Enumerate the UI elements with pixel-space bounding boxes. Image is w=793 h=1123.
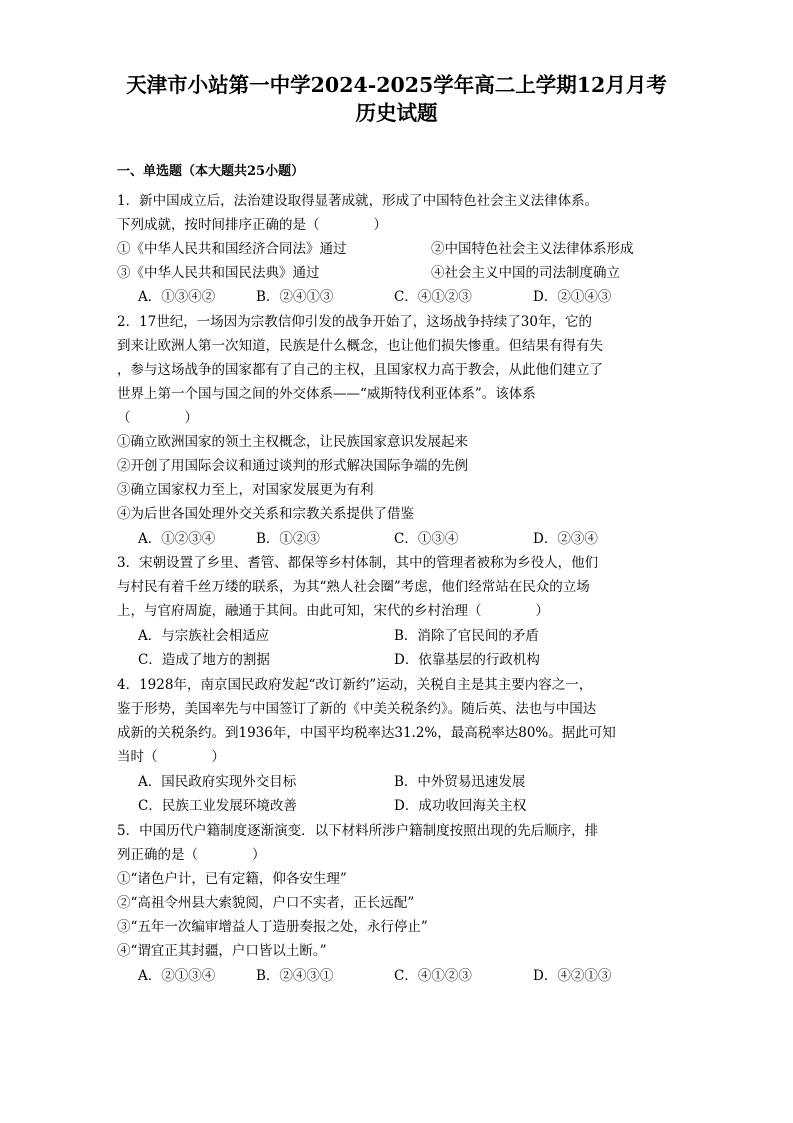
q1-item1: ①《中华人民共和国经济合同法》通过 bbox=[117, 241, 347, 257]
q3-option-d[interactable]: D．依靠基层的行政机构 bbox=[394, 652, 540, 668]
q4-stem-line1: 4．1928年，南京国民政府发起“改订新约”运动，关税自主是其主要内容之一， bbox=[117, 677, 593, 693]
q1-item3: ③《中华人民共和国民法典》通过 bbox=[117, 265, 320, 281]
q5-item2: ②“高祖令州县大索貌阅，户口不实者，正长远配” bbox=[117, 895, 415, 911]
exam-subject-title: 历史试题 bbox=[355, 101, 438, 125]
exam-title: 天津市小站第一中学2024-2025学年高二上学期12月月考 bbox=[126, 73, 667, 97]
q2-item2: ②开创了用国际会议和通过谈判的形式解决国际争端的先例 bbox=[117, 458, 468, 474]
q1-item4: ④社会主义中国的司法制度确立 bbox=[431, 265, 620, 281]
q1-items-row1 bbox=[117, 240, 634, 258]
section-heading: 一、单选题（本大题共25小题） bbox=[117, 164, 305, 179]
q1-option-d[interactable]: D．②①④③ bbox=[533, 289, 612, 305]
q1-option-b[interactable]: B．②④①③ bbox=[256, 289, 334, 305]
q2-stem-line2: 到来让欧洲人第一次知道，民族是什么概念，也让他们损失惨重。但结果有得有失 bbox=[117, 338, 603, 354]
q2-option-a[interactable]: A．①②③④ bbox=[138, 531, 216, 547]
q5-item4: ④“谓宜正其封疆，户口皆以土断。” bbox=[117, 943, 327, 959]
q1-items-row2 bbox=[117, 264, 620, 282]
q3-stem-line2: 与村民有着千丝万缕的联系，为其“熟人社会圈”考虑，他们经常站在民众的立场 bbox=[117, 579, 590, 595]
q2-item1: ①确立欧洲国家的领土主权概念，让民族国家意识发展起来 bbox=[117, 434, 468, 450]
q2-option-b[interactable]: B．①②③ bbox=[256, 531, 320, 547]
q2-stem-line3: ，参与这场战争的国家都有了自己的主权，且国家权力高于教会，从此他们建立了 bbox=[117, 362, 603, 378]
q3-option-c[interactable]: C．造成了地方的割据 bbox=[138, 652, 270, 668]
q5-option-d[interactable]: D．④②①③ bbox=[533, 968, 612, 984]
q2-option-c[interactable]: C．①③④ bbox=[394, 531, 459, 547]
q2-item4: ④为后世各国处理外交关系和宗教关系提供了借鉴 bbox=[117, 506, 414, 522]
q4-option-b[interactable]: B．中外贸易迅速发展 bbox=[394, 774, 526, 790]
q5-item1: ①“诸色户计，已有定籍，仰各安生理” bbox=[117, 871, 347, 887]
q2-option-d[interactable]: D．②③④ bbox=[533, 531, 598, 547]
q3-stem-line1: 3．宋朝设置了乡里、耆管、都保等乡村体制，其中的管理者被称为乡役人，他们 bbox=[117, 555, 599, 571]
q5-stem-line1: 5．中国历代户籍制度逐渐演变．以下材料所涉户籍制度按照出现的先后顺序，排 bbox=[117, 823, 599, 839]
q4-option-d[interactable]: D．成功收回海关主权 bbox=[394, 798, 527, 814]
q1-option-a[interactable]: A．①③④② bbox=[138, 289, 216, 305]
q5-option-c[interactable]: C．④①②③ bbox=[394, 968, 472, 984]
q5-option-b[interactable]: B．②④③① bbox=[256, 968, 334, 984]
q5-option-a[interactable]: A．②①③④ bbox=[138, 968, 216, 984]
q5-item3: ③“五年一次编审增益人丁造册奏报之处，永行停止” bbox=[117, 919, 428, 935]
q4-option-c[interactable]: C．民族工业发展环境改善 bbox=[138, 798, 297, 814]
q1-option-c[interactable]: C．④①②③ bbox=[394, 289, 472, 305]
q2-stem-line4: 世界上第一个国与国之间的外交体系——“威斯特伐利亚体系”。该体系 bbox=[117, 386, 536, 402]
q4-stem-line4: 当时（ ） bbox=[117, 749, 225, 765]
q3-option-b[interactable]: B．消除了官民间的矛盾 bbox=[394, 628, 539, 644]
q3-stem-line3: 上，与官府周旋，融通于其间。由此可知，宋代的乡村治理（ ） bbox=[117, 603, 549, 619]
q2-item3: ③确立国家权力至上，对国家发展更为有利 bbox=[117, 482, 374, 498]
q1-item2: ②中国特色社会主义法律体系形成 bbox=[431, 241, 634, 257]
q4-option-a[interactable]: A．国民政府实现外交目标 bbox=[138, 774, 297, 790]
q2-stem-line1: 2．17世纪，一场因为宗教信仰引发的战争开始了，这场战争持续了30年，它的 bbox=[117, 314, 592, 330]
q1-stem-line1: 1．新中国成立后，法治建设取得显著成就，形成了中国特色社会主义法律体系。 bbox=[117, 193, 599, 209]
q3-option-a[interactable]: A．与宗族社会相适应 bbox=[138, 628, 270, 644]
q2-stem-line5: （ ） bbox=[117, 410, 198, 426]
q5-stem-line2: 列正确的是（ ） bbox=[117, 847, 266, 863]
q4-stem-line2: 鉴于形势，美国率先与中国签订了新的《中美关税条约》。随后英、法也与中国达 bbox=[117, 701, 597, 717]
q1-stem-line2: 下列成就，按时间排序正确的是（ ） bbox=[117, 217, 387, 233]
q4-stem-line3: 成新的关税条约。到1936年，中国平均税率达31.2%，最高税率达80%。据此可知 bbox=[117, 725, 616, 741]
